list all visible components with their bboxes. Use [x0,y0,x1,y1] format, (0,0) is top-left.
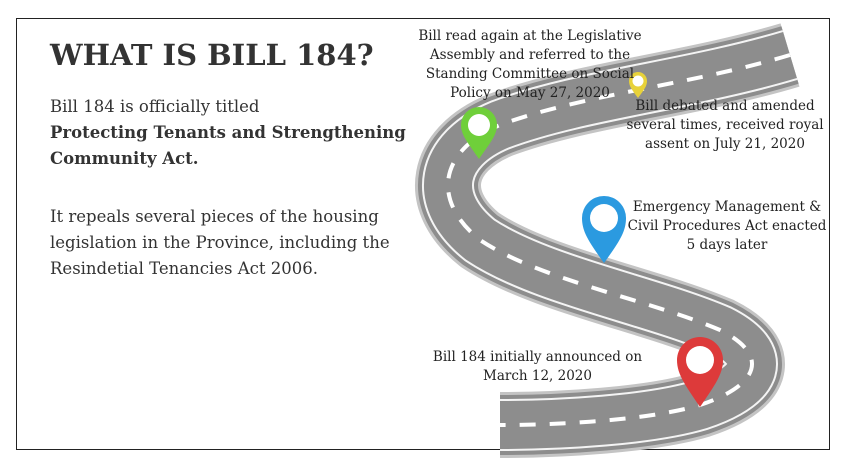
page-title: WHAT IS BILL 184? [50,38,374,72]
pin-hole [468,114,490,136]
repeal-paragraph: It repeals several pieces of the housing legislation in the Province, including the Resindetial Tenancies Act 2006. [50,207,390,278]
pin-hole [590,204,618,232]
pin-hole [686,346,714,374]
timeline-label-debated: Bill debated and amended several times, received royal assent on July 21, 2020 [626,98,824,152]
timeline-label-announced: Bill 184 initially announced on March 12, 2020 [432,349,643,384]
timeline-label-emergency: Emergency Management & Civil Procedures Act enacted 5 days later [627,199,827,253]
intro-prefix: Bill 184 is officially titled [50,97,260,116]
timeline-label-read: Bill read again at the Legislative Assembly and referred to the Standing Committee on Social Policy on May 27, 2020 [418,28,642,101]
bill-official-title: Protecting Tenants and Strengthening Community Act. [50,123,406,168]
